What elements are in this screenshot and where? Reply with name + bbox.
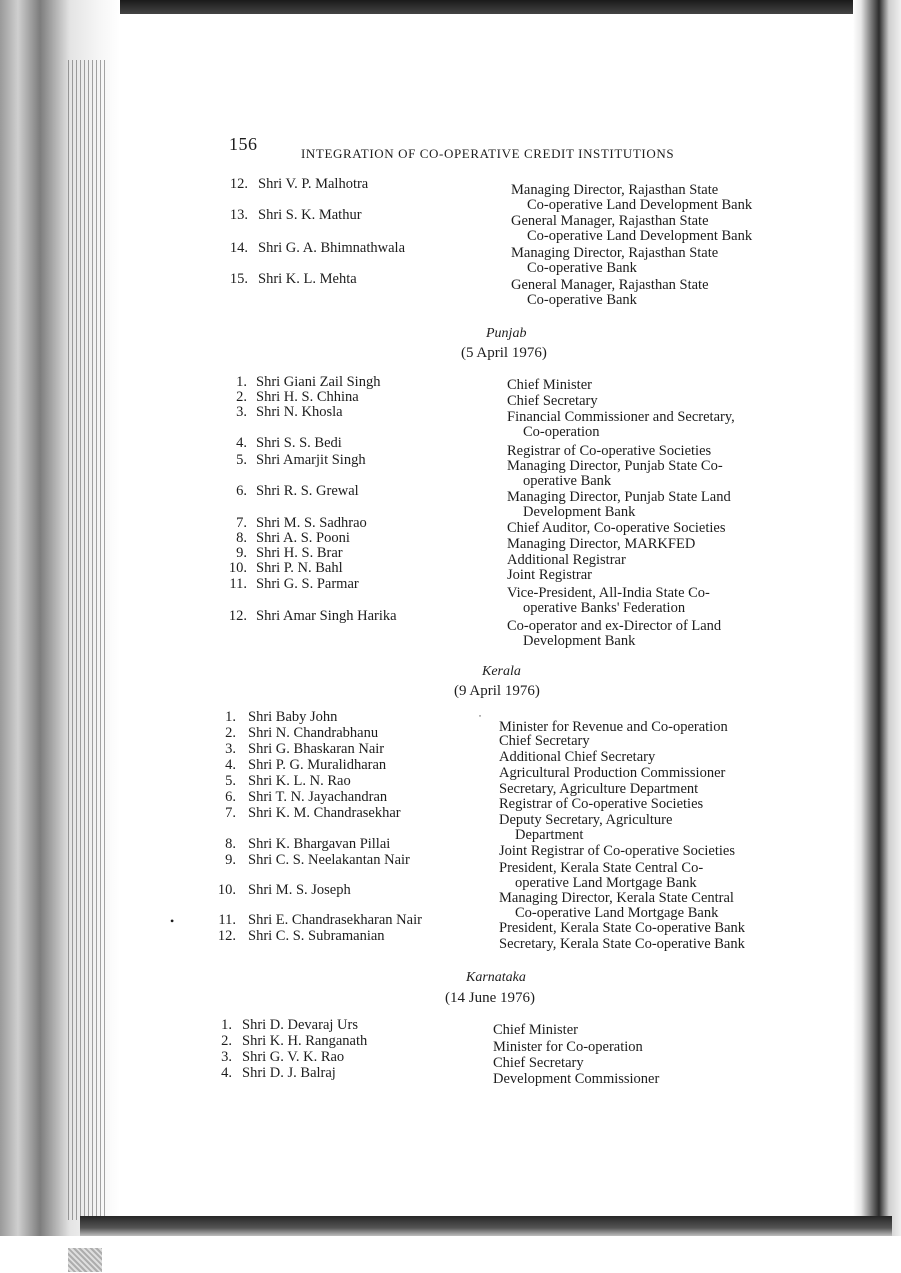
member-number: 3. xyxy=(221,1049,232,1065)
member-designation xyxy=(507,537,695,552)
designation-line: Managing Director, Punjab State Land xyxy=(507,489,731,505)
member-name: Shri T. N. Jayachandran xyxy=(248,789,388,805)
designation-line: President, Kerala State Central Co- xyxy=(499,860,704,876)
designation-line: General Manager, Rajasthan State xyxy=(511,277,709,293)
member-number: 7. xyxy=(236,515,247,531)
member-designation xyxy=(499,813,672,843)
designation-line: Additional Registrar xyxy=(507,552,626,568)
designation-line: Chief Auditor, Co-operative Societies xyxy=(507,520,726,536)
member-designation xyxy=(507,619,721,649)
designation-continuation: Co-operation xyxy=(523,424,600,440)
member-designation xyxy=(499,750,655,765)
member-name: Shri R. S. Grewal xyxy=(256,483,359,499)
member-designation xyxy=(507,553,626,568)
member-number: 10. xyxy=(228,560,247,576)
member-number: 3. xyxy=(236,404,247,420)
designation-line: Joint Registrar of Co-operative Societies xyxy=(499,843,735,859)
member-number: 10. xyxy=(217,882,236,898)
designation-line: Development Commissioner xyxy=(493,1071,660,1087)
designation-continuation: Development Bank xyxy=(523,504,636,520)
member-name: Shri P. G. Muralidharan xyxy=(248,757,387,773)
member-number: 1. xyxy=(236,374,247,390)
member-designation xyxy=(499,797,703,812)
member-number: 7. xyxy=(225,805,236,821)
member-number: 1. xyxy=(221,1017,232,1033)
member-name: Shri S. K. Mathur xyxy=(258,207,362,223)
member-name: Shri M. S. Sadhrao xyxy=(256,515,367,531)
member-designation xyxy=(499,921,745,936)
designation-line: Managing Director, Kerala State Central xyxy=(499,890,734,906)
designation-continuation: Development Bank xyxy=(523,633,636,649)
member-number: 2. xyxy=(236,389,247,405)
member-name: Shri Giani Zail Singh xyxy=(256,374,381,390)
designation-continuation: Co-operative Bank xyxy=(527,292,637,308)
member-number: 4. xyxy=(236,435,247,451)
member-number: 1. xyxy=(225,709,236,725)
member-number: 5. xyxy=(236,452,247,468)
member-designation xyxy=(507,586,710,616)
member-number: 8. xyxy=(225,836,236,852)
state-heading: Kerala xyxy=(482,664,521,679)
member-name: Shri K. L. N. Rao xyxy=(248,773,351,789)
running-head-title: INTEGRATION OF CO-OPERATIVE CREDIT INSTITUTIONS xyxy=(301,146,675,161)
member-designation xyxy=(507,410,735,440)
member-name: Shri H. S. Chhina xyxy=(256,389,359,405)
member-name: Shri N. Chandrabhanu xyxy=(248,725,379,741)
designation-line: Vice-President, All-India State Co- xyxy=(507,585,710,601)
member-name: Shri E. Chandrasekharan Nair xyxy=(248,912,422,928)
scan-right-shadow xyxy=(853,0,901,1273)
designation-continuation: Co-operative Land Development Bank xyxy=(527,197,753,213)
designation-line: President, Kerala State Co-operative Bank xyxy=(499,920,746,936)
member-number: 3. xyxy=(225,741,236,757)
page-number: 156 xyxy=(229,134,258,154)
member-name: Shri K. Bhargavan Pillai xyxy=(248,836,391,852)
designation-line: Managing Director, MARKFED xyxy=(507,536,696,552)
member-designation xyxy=(507,459,723,489)
designation-continuation: Co-operative Land Development Bank xyxy=(527,228,753,244)
member-name: Shri H. S. Brar xyxy=(256,545,343,561)
designation-line: Minister for Revenue and Co-operation xyxy=(499,719,728,735)
member-designation xyxy=(499,861,703,891)
state-heading: Punjab xyxy=(486,326,527,341)
designation-line: Additional Chief Secretary xyxy=(499,749,656,765)
designation-line: Secretary, Agriculture Department xyxy=(499,781,699,797)
member-designation xyxy=(493,1040,643,1055)
member-number: 6. xyxy=(236,483,247,499)
member-number: 8. xyxy=(236,530,247,546)
member-number: 11. xyxy=(229,576,247,592)
member-designation xyxy=(507,378,592,393)
member-name: Shri G. Bhaskaran Nair xyxy=(248,741,385,757)
member-number: 12. xyxy=(229,176,248,192)
designation-line: Minister for Co-operation xyxy=(493,1039,643,1055)
member-designation xyxy=(499,891,734,921)
member-name: Shri Amar Singh Harika xyxy=(256,608,397,624)
member-number: 12. xyxy=(217,928,236,944)
designation-continuation: Co-operative Bank xyxy=(527,260,637,276)
designation-continuation: operative Land Mortgage Bank xyxy=(515,875,697,891)
member-designation xyxy=(499,844,735,859)
designation-continuation: Department xyxy=(515,827,584,843)
member-number: 4. xyxy=(225,757,236,773)
scan-bottom-margin xyxy=(0,1236,901,1273)
member-name: Shri G. S. Parmar xyxy=(256,576,359,592)
bullet-mark: ˙ xyxy=(478,712,482,726)
member-number: 9. xyxy=(236,545,247,561)
member-name: Shri C. S. Subramanian xyxy=(248,928,385,944)
designation-line: General Manager, Rajasthan State xyxy=(511,213,709,229)
page-edges xyxy=(68,60,106,1220)
designation-line: Agricultural Production Commissioner xyxy=(499,765,726,781)
member-designation xyxy=(511,278,709,308)
member-number: 4. xyxy=(221,1065,232,1081)
member-name: Shri Baby John xyxy=(248,709,338,725)
designation-continuation: operative Bank xyxy=(523,473,612,489)
member-name: Shri Amarjit Singh xyxy=(256,452,366,468)
member-designation xyxy=(507,490,731,520)
member-number: 11. xyxy=(218,912,236,928)
member-number: 2. xyxy=(221,1033,232,1049)
meeting-date: (14 June 1976) xyxy=(445,990,535,1006)
member-name: Shri D. Devaraj Urs xyxy=(242,1017,358,1033)
member-designation xyxy=(493,1072,659,1087)
designation-line: Secretary, Kerala State Co-operative Bank xyxy=(499,936,745,952)
member-number: 9. xyxy=(225,852,236,868)
member-name: Shri V. P. Malhotra xyxy=(258,176,369,192)
designation-line: Managing Director, Rajasthan State xyxy=(511,182,719,198)
scan-top-shadow xyxy=(0,0,901,14)
designation-continuation: Co-operative Land Mortgage Bank xyxy=(515,905,719,921)
scan-bottom-shadow xyxy=(80,1216,892,1236)
member-designation xyxy=(493,1023,578,1038)
member-designation xyxy=(507,394,598,409)
member-name: Shri A. S. Pooni xyxy=(256,530,350,546)
member-number: 15. xyxy=(229,271,248,287)
designation-line: Co-operator and ex-Director of Land xyxy=(507,618,722,634)
designation-line: Chief Minister xyxy=(493,1022,578,1038)
member-name: Shri G. V. K. Rao xyxy=(242,1049,345,1065)
designation-line: Joint Registrar xyxy=(507,567,592,583)
member-number: 2. xyxy=(225,725,236,741)
margin-dot: • xyxy=(170,914,175,928)
member-designation xyxy=(507,444,711,459)
designation-line: Registrar of Co-operative Societies xyxy=(499,796,704,812)
member-designation xyxy=(511,214,752,244)
meeting-date: (5 April 1976) xyxy=(461,345,547,361)
member-designation xyxy=(499,937,745,952)
member-name: Shri N. Khosla xyxy=(256,404,343,420)
member-number: 14. xyxy=(229,240,248,256)
member-number: 12. xyxy=(228,608,247,624)
meeting-date: (9 April 1976) xyxy=(454,683,540,699)
member-number: 6. xyxy=(225,789,236,805)
member-name: Shri P. N. Bahl xyxy=(256,560,343,576)
member-designation xyxy=(511,183,752,213)
member-designation xyxy=(507,521,725,536)
member-name: Shri C. S. Neelakantan Nair xyxy=(248,852,410,868)
designation-line: Managing Director, Punjab State Co- xyxy=(507,458,723,474)
member-name: Shri K. M. Chandrasekhar xyxy=(248,805,401,821)
member-name: Shri G. A. Bhimnathwala xyxy=(258,240,406,256)
designation-continuation: operative Banks' Federation xyxy=(523,600,686,616)
member-designation xyxy=(499,766,725,781)
member-designation xyxy=(507,568,592,583)
scan-speck xyxy=(68,1248,102,1272)
member-designation xyxy=(499,734,590,749)
member-name: Shri S. S. Bedi xyxy=(256,435,342,451)
designation-line: Deputy Secretary, Agriculture xyxy=(499,812,673,828)
member-name: Shri M. S. Joseph xyxy=(248,882,351,898)
state-heading: Karnataka xyxy=(466,970,526,985)
member-name: Shri K. L. Mehta xyxy=(258,271,357,287)
member-designation xyxy=(499,782,698,797)
designation-line: Registrar of Co-operative Societies xyxy=(507,443,712,459)
designation-line: Chief Minister xyxy=(507,377,592,393)
member-name: Shri K. H. Ranganath xyxy=(242,1033,368,1049)
designation-line: Chief Secretary xyxy=(493,1055,584,1071)
designation-line: Chief Secretary xyxy=(499,733,590,749)
designation-line: Financial Commissioner and Secretary, xyxy=(507,409,735,425)
designation-line: Chief Secretary xyxy=(507,393,598,409)
member-designation xyxy=(493,1056,584,1071)
member-number: 13. xyxy=(229,207,248,223)
designation-line: Managing Director, Rajasthan State xyxy=(511,245,719,261)
member-designation xyxy=(511,246,718,276)
member-name: Shri D. J. Balraj xyxy=(242,1065,336,1081)
member-number: 5. xyxy=(225,773,236,789)
